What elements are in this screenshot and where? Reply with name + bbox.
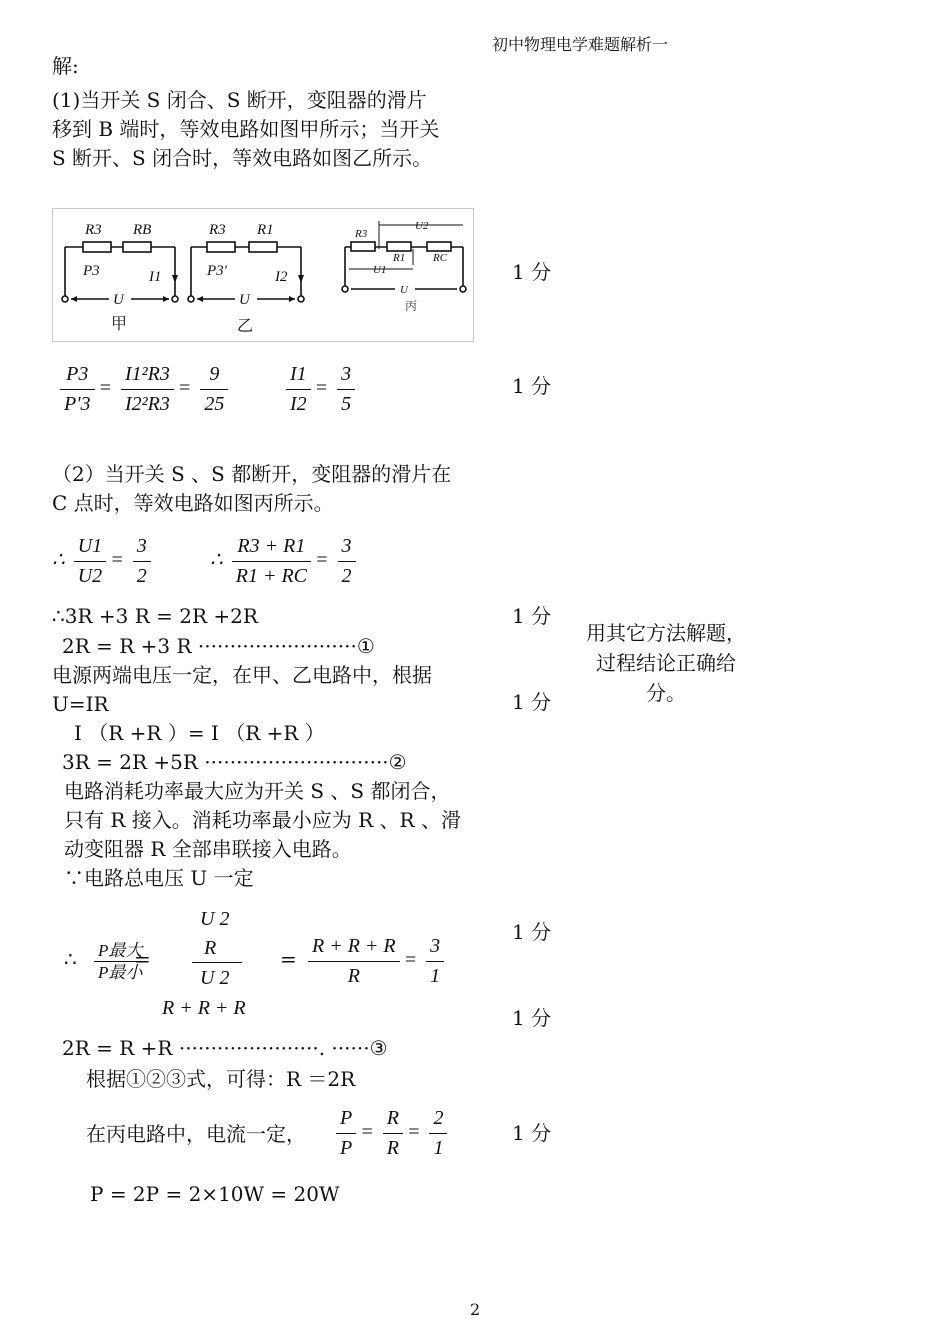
fig-bing-u: U (400, 284, 408, 296)
fig-bing-rc: RC (433, 252, 448, 264)
power-ratio-rhs: $\frac{R + R + R}{R}$ = $\frac{3}{1}$ (304, 932, 448, 991)
power-eq-1: = (134, 947, 151, 971)
text-conclusion: 根据①②③式，可得：R ＝2R (86, 1067, 356, 1091)
text-current-constant: 在丙电路中，电流一定， (86, 1122, 306, 1146)
page-header-title: 初中物理电学难题解析一 (492, 35, 669, 54)
part2-line2: C 点时，等效电路如图丙所示。 (52, 491, 334, 515)
fig-jia-r3: R3 (85, 222, 102, 238)
final-answer: P = 2P = 2×10W = 20W (90, 1182, 340, 1206)
power-fraction-line (192, 962, 242, 963)
equation-c: I （R +R ）= I （R +R ） (74, 721, 325, 745)
score-6: 1 分 (512, 1006, 552, 1030)
equation-1: 2R = R +3 R ·························① (62, 634, 375, 658)
score-2: 1 分 (512, 374, 552, 398)
fig-jia-p3: P3 (83, 263, 100, 279)
part1-line3: S 断开、S 闭合时，等效电路如图乙所示。 (52, 146, 433, 170)
text-series: 动变阻器 R 全部串联接入电路。 (64, 837, 352, 861)
score-7: 1 分 (512, 1121, 552, 1145)
ratio-u: ∴ $\frac{U1}{U2}$ = $\frac{3}{2}$ (52, 532, 155, 591)
equation-a: ∴3R +3 R = 2R +2R (52, 604, 258, 628)
fig-yi-u: U (239, 292, 250, 308)
fig-bing-u2: U2 (415, 220, 429, 232)
equation-2: 3R = 2R +5R ·····························② (62, 750, 407, 774)
part2-line1: （2）当开关 S 、S 都断开，变阻器的滑片在 (52, 462, 452, 486)
ratio-i: $\frac{I1}{I2}$ = $\frac{3}{5}$ (282, 360, 359, 419)
score-1: 1 分 (512, 260, 552, 284)
fig-yi-r3: R3 (209, 222, 226, 238)
power-u2-top: U 2 (200, 908, 230, 930)
fig-bing-u1: U1 (373, 264, 387, 276)
power-eq-2: = (280, 947, 297, 971)
fig-caption-yi: 乙 (237, 316, 254, 335)
text-ohm: U=IR (52, 692, 109, 716)
part1-line2: 移到 B 端时，等效电路如图甲所示；当开关 (52, 117, 440, 141)
fig-caption-jia: 甲 (111, 314, 128, 333)
power-r3-top: R (204, 937, 217, 959)
power-therefore: ∴ (64, 947, 77, 971)
part1-line1: (1)当开关 S 闭合、S 断开，变阻器的滑片 (52, 88, 427, 112)
fig-jia-rb: RB (133, 222, 152, 238)
score-5: 1 分 (512, 920, 552, 944)
fig-yi-i2: I2 (275, 269, 288, 285)
ratio-p3: $\frac{P3}{P'3}$ = $\frac{\text{I1²R3}}{\text{I2²R3}}$ = $\frac{9}{25}$ (56, 360, 232, 419)
power-ratio-lhs: $\frac{\text{P最大}}{\text{P最小}}$ (90, 940, 150, 984)
equation-3: 2R = R +R ······················. ······③ (62, 1036, 388, 1060)
fig-caption-bing: 丙 (405, 299, 418, 313)
text-total-voltage: ∵电路总电压 U 一定 (64, 866, 254, 890)
circuit-figure (52, 208, 474, 342)
text-power-max: 电路消耗功率最大应为开关 S 、S 都闭合， (64, 779, 451, 803)
circuit-diagrams (53, 209, 473, 341)
side-note: 用其它方法解题，过程结论正确给分。 (586, 621, 746, 705)
ratio-r: ∴ $\frac{R3 + R1}{R1 + RC}$ = $\frac{3}{2}$ (210, 532, 360, 591)
text-voltage: 电源两端电压一定，在甲、乙电路中，根据 (52, 663, 432, 687)
solution-label: 解: (52, 54, 79, 78)
page-number: 2 (470, 1300, 481, 1319)
fig-yi-r1: R1 (257, 222, 274, 238)
fig-bing-r3: R3 (355, 228, 368, 240)
fig-bing-r1: R1 (393, 252, 406, 264)
text-power-min: 只有 R 接入。消耗功率最小应为 R 、R 、滑 (64, 808, 461, 832)
score-4: 1 分 (512, 690, 552, 714)
fig-jia-u: U (113, 292, 124, 308)
power-u2-bot: U 2 (200, 967, 230, 989)
power-sum-bot: R + R + R (162, 997, 246, 1019)
fig-jia-i1: I1 (149, 269, 162, 285)
fig-yi-p3p: P3' (207, 263, 227, 279)
score-3: 1 分 (512, 604, 552, 628)
ratio-pc: $\frac{P}{P}$ = $\frac{R}{R}$ = $\frac{2}{1}$ (332, 1104, 451, 1163)
